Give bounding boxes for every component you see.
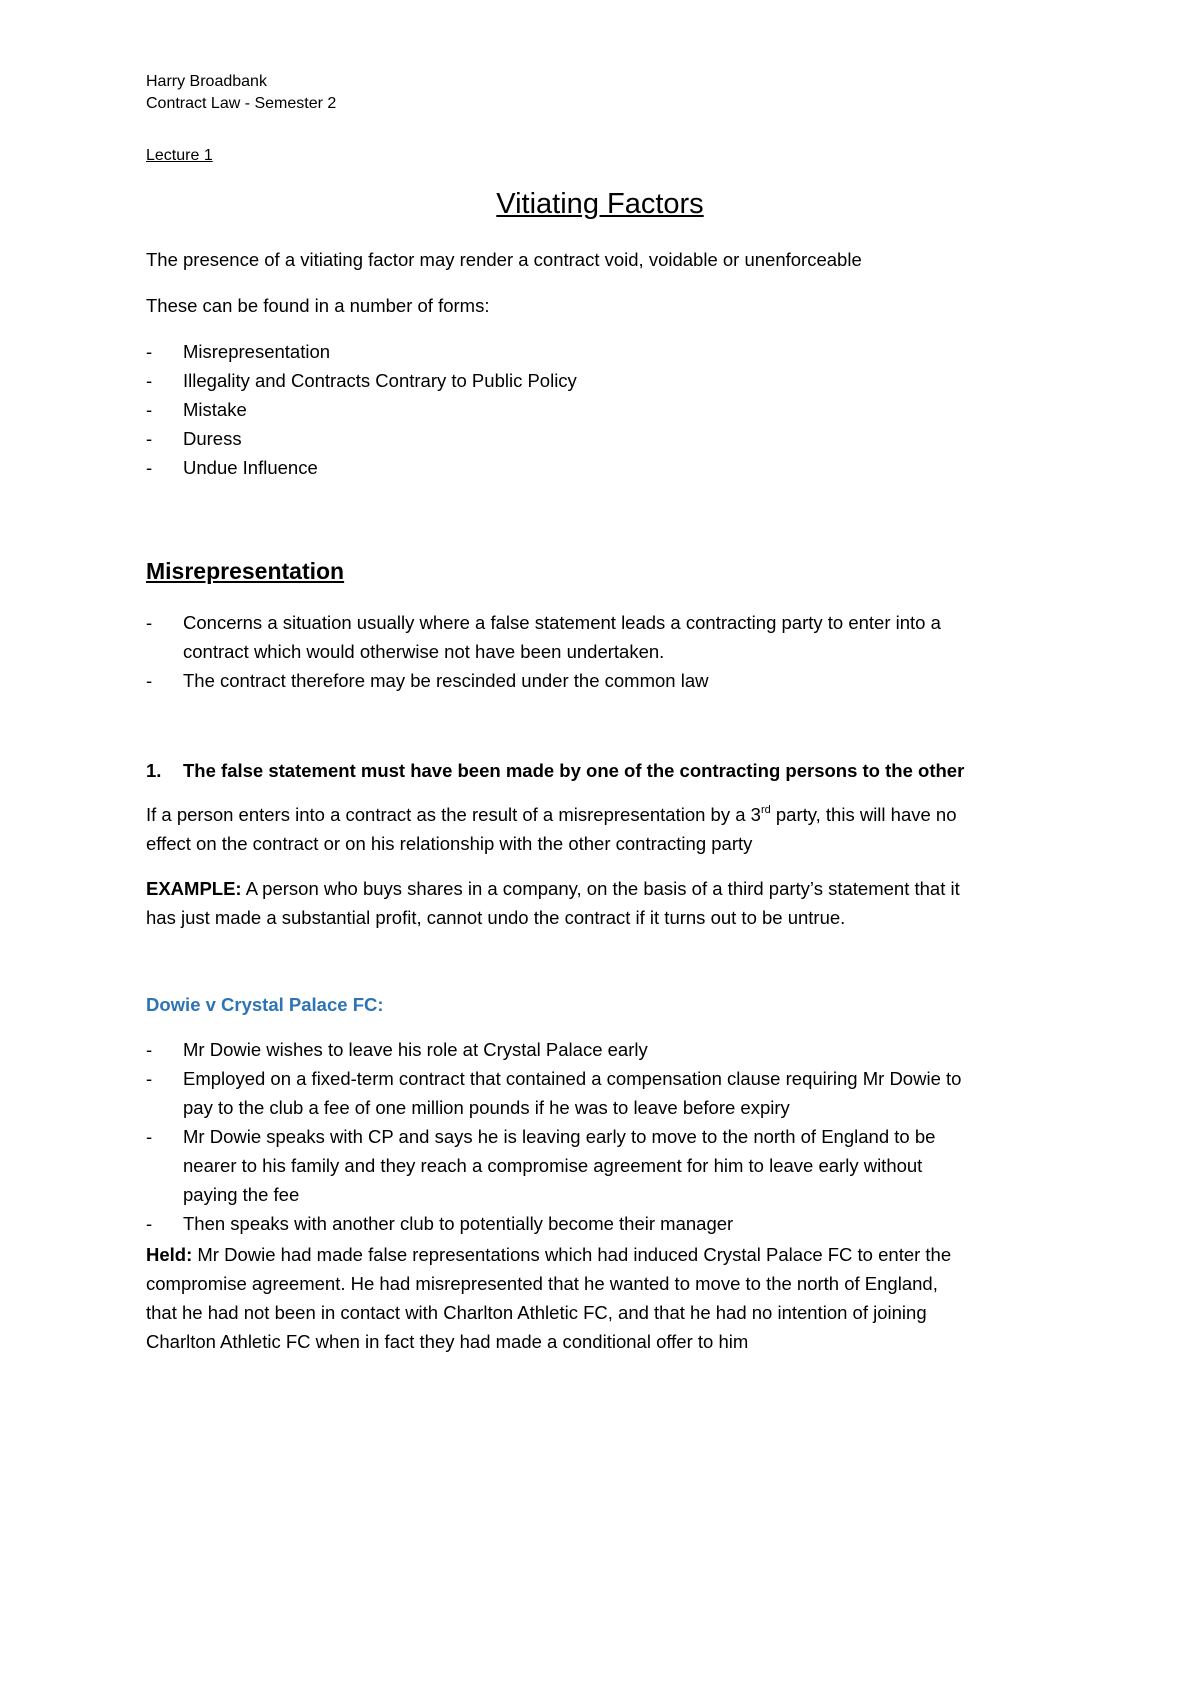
rule-1-heading: 1. The false statement must have been made by one of the contracting persons to the other (146, 760, 965, 781)
list-item: - Concerns a situation usually where a false statement leads a contracting party to enter into a contract which would otherwise not have been undertaken. (146, 612, 941, 662)
intro-forms-lead: These can be found in a number of forms: (146, 295, 490, 316)
misrep-points (146, 608, 941, 695)
case-name: Dowie v Crystal Palace FC: (146, 994, 384, 1015)
case-facts (146, 1035, 961, 1238)
list-item: - Then speaks with another club to potentially become their manager (146, 1213, 734, 1234)
rule-1-text: If a person enters into a contract as the result of a misrepresentation by a 3rd party, this will have no effect on the contract or on his relationship with the other contracting party (146, 804, 957, 854)
list-item: - Mr Dowie wishes to leave his role at Crystal Palace early (146, 1039, 648, 1060)
forms-list (146, 337, 577, 482)
section-heading-misrepresentation: Misrepresentation (146, 558, 345, 584)
list-item: - Undue Influence (146, 457, 318, 478)
page-title: Vitiating Factors (496, 188, 704, 220)
author-name: Harry Broadbank (146, 73, 267, 90)
list-item: - Mr Dowie speaks with CP and says he is leaving early to move to the north of England to be nearer to his family and they reach a compromise agreement for him to leave early without paying the fee (146, 1126, 936, 1205)
list-item: - Misrepresentation (146, 341, 331, 362)
held-paragraph: Held: Mr Dowie had made false representations which had induced Crystal Palace FC to enter the compromise agreement. He had misrepresented that he wanted to move to the north of England, that he had not been in contact with Charlton Athletic FC, and that he had no intention of joining Charlton Athletic FC when in fact they had made a conditional offer to him (146, 1244, 952, 1352)
list-item: - Employed on a fixed-term contract that contained a compensation clause requiring Mr Dowie to pay to the club a fee of one million pounds if he was to leave before expiry (146, 1068, 962, 1118)
course-name: Contract Law - Semester 2 (146, 95, 337, 112)
lecture-label: Lecture 1 (146, 147, 213, 164)
list-item: - The contract therefore may be rescinded under the common law (146, 670, 709, 691)
example-paragraph: EXAMPLE: A person who buys shares in a company, on the basis of a third party’s statement that it has just made a substantial profit, cannot undo the contract if it turns out to be untrue. (146, 878, 960, 928)
list-item: - Mistake (146, 399, 247, 420)
list-item: - Illegality and Contracts Contrary to Public Policy (146, 370, 577, 391)
intro-paragraph: The presence of a vitiating factor may render a contract void, voidable or unenforceable (146, 249, 862, 270)
list-item: - Duress (146, 428, 242, 449)
